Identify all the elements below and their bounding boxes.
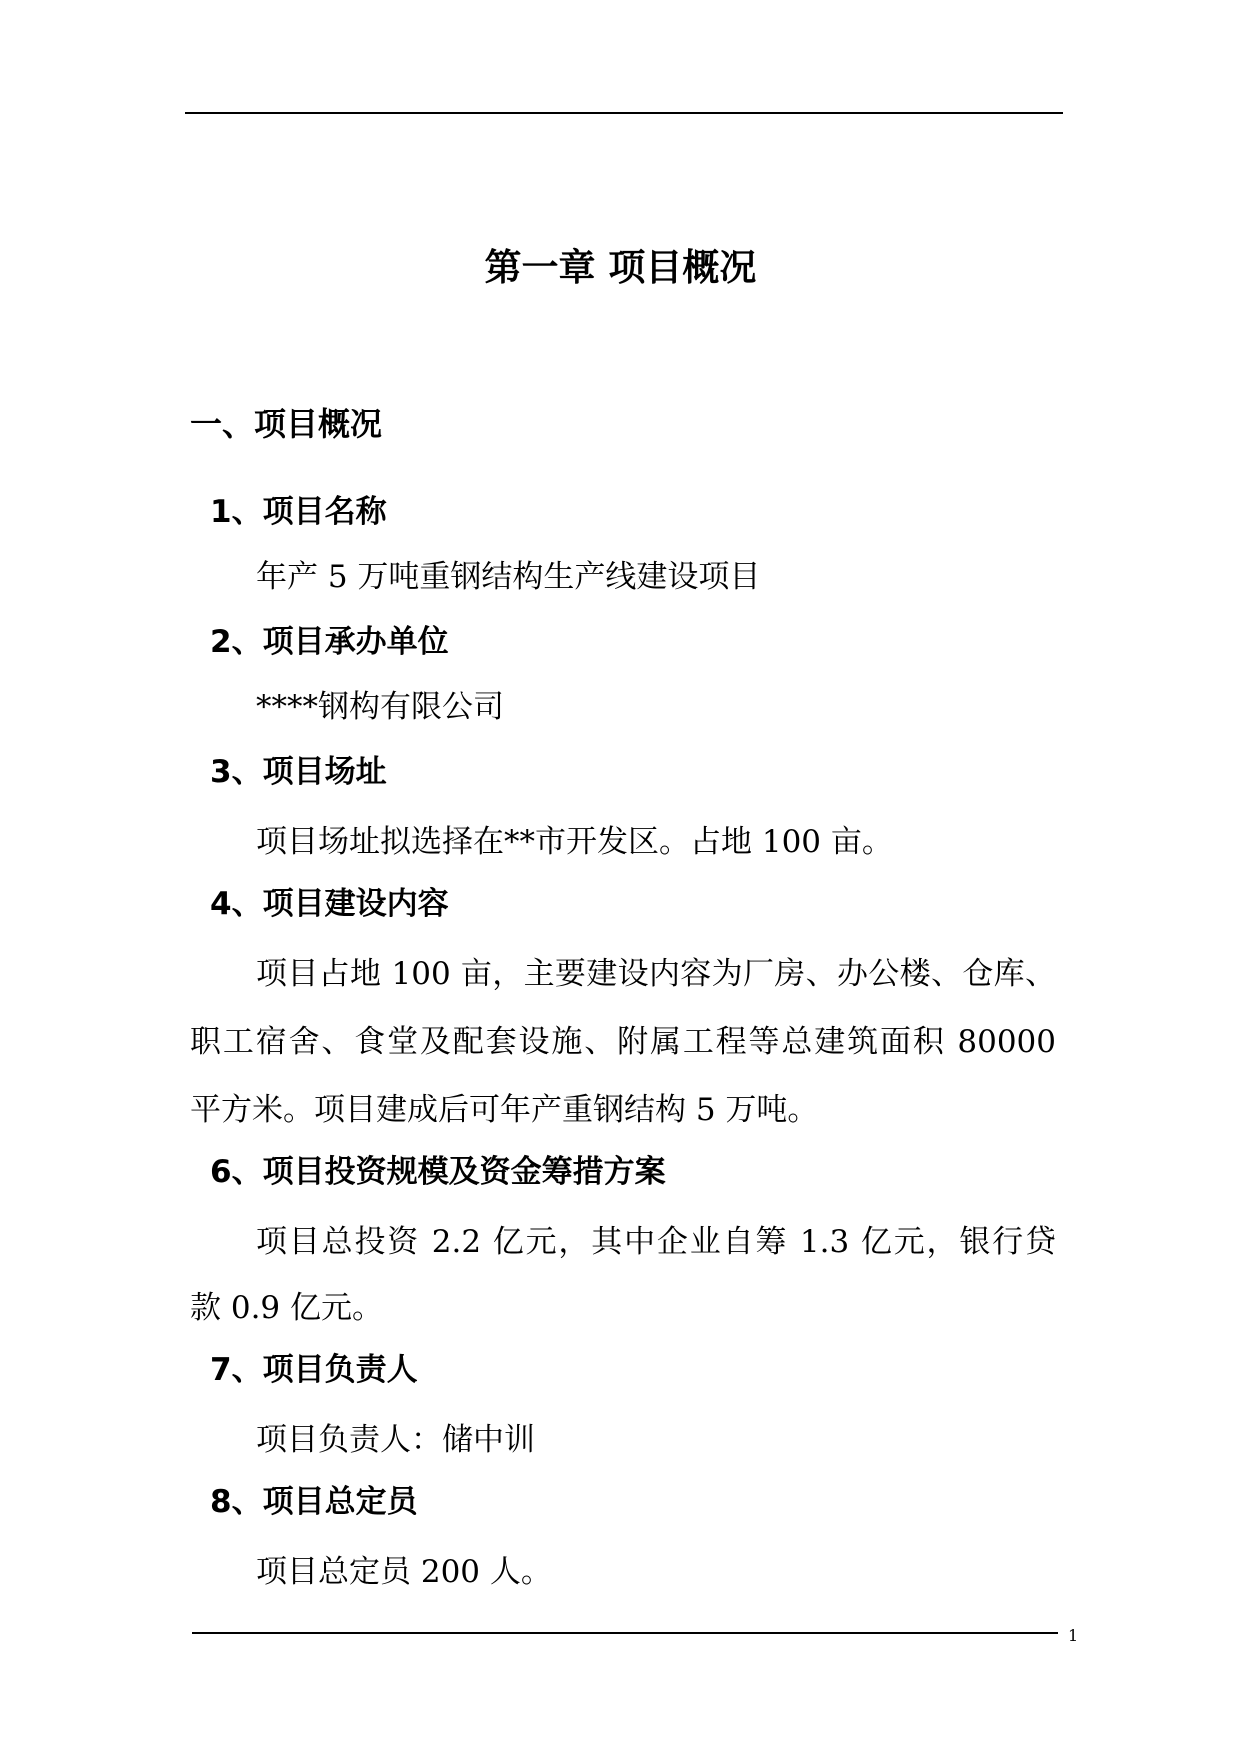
page-number: 1 bbox=[1068, 1626, 1079, 1645]
item-text-project-name: 年产 5 万吨重钢结构生产线建设项目 bbox=[256, 559, 761, 595]
item-text-total-staff: 项目总定员 200 人。 bbox=[256, 1554, 552, 1590]
item-heading-project-name: 1、项目名称 bbox=[210, 494, 387, 530]
chapter-title: 第一章 项目概况 bbox=[484, 246, 757, 289]
item-heading-investment-scale: 6、项目投资规模及资金筹措方案 bbox=[210, 1154, 666, 1190]
item-heading-project-site: 3、项目场址 bbox=[210, 754, 387, 790]
item-text-construction-content-line-3: 平方米。项目建成后可年产重钢结构 5 万吨。 bbox=[190, 1092, 819, 1128]
item-text-undertaking-unit: ****钢构有限公司 bbox=[256, 689, 504, 725]
footer-rule bbox=[192, 1632, 1058, 1634]
item-heading-project-leader: 7、项目负责人 bbox=[210, 1352, 418, 1388]
section-title: 一、项目概况 bbox=[190, 405, 383, 443]
item-text-construction-content-line-2: 职工宿舍、食堂及配套设施、附属工程等总建筑面积 80000 bbox=[190, 1024, 1056, 1060]
item-text-investment-scale-line-2: 款 0.9 亿元。 bbox=[190, 1290, 384, 1326]
item-text-construction-content-line-1: 项目占地 100 亩，主要建设内容为厂房、办公楼、仓库、 bbox=[256, 956, 1056, 992]
item-heading-undertaking-unit: 2、项目承办单位 bbox=[210, 624, 449, 660]
item-text-project-site: 项目场址拟选择在**市开发区。占地 100 亩。 bbox=[256, 824, 893, 860]
item-heading-construction-content: 4、项目建设内容 bbox=[210, 886, 449, 922]
item-text-project-leader: 项目负责人：储中训 bbox=[256, 1422, 535, 1458]
item-heading-total-staff: 8、项目总定员 bbox=[210, 1484, 418, 1520]
item-text-investment-scale-line-1: 项目总投资 2.2 亿元，其中企业自筹 1.3 亿元，银行贷 bbox=[256, 1224, 1056, 1260]
header-rule bbox=[185, 112, 1063, 114]
